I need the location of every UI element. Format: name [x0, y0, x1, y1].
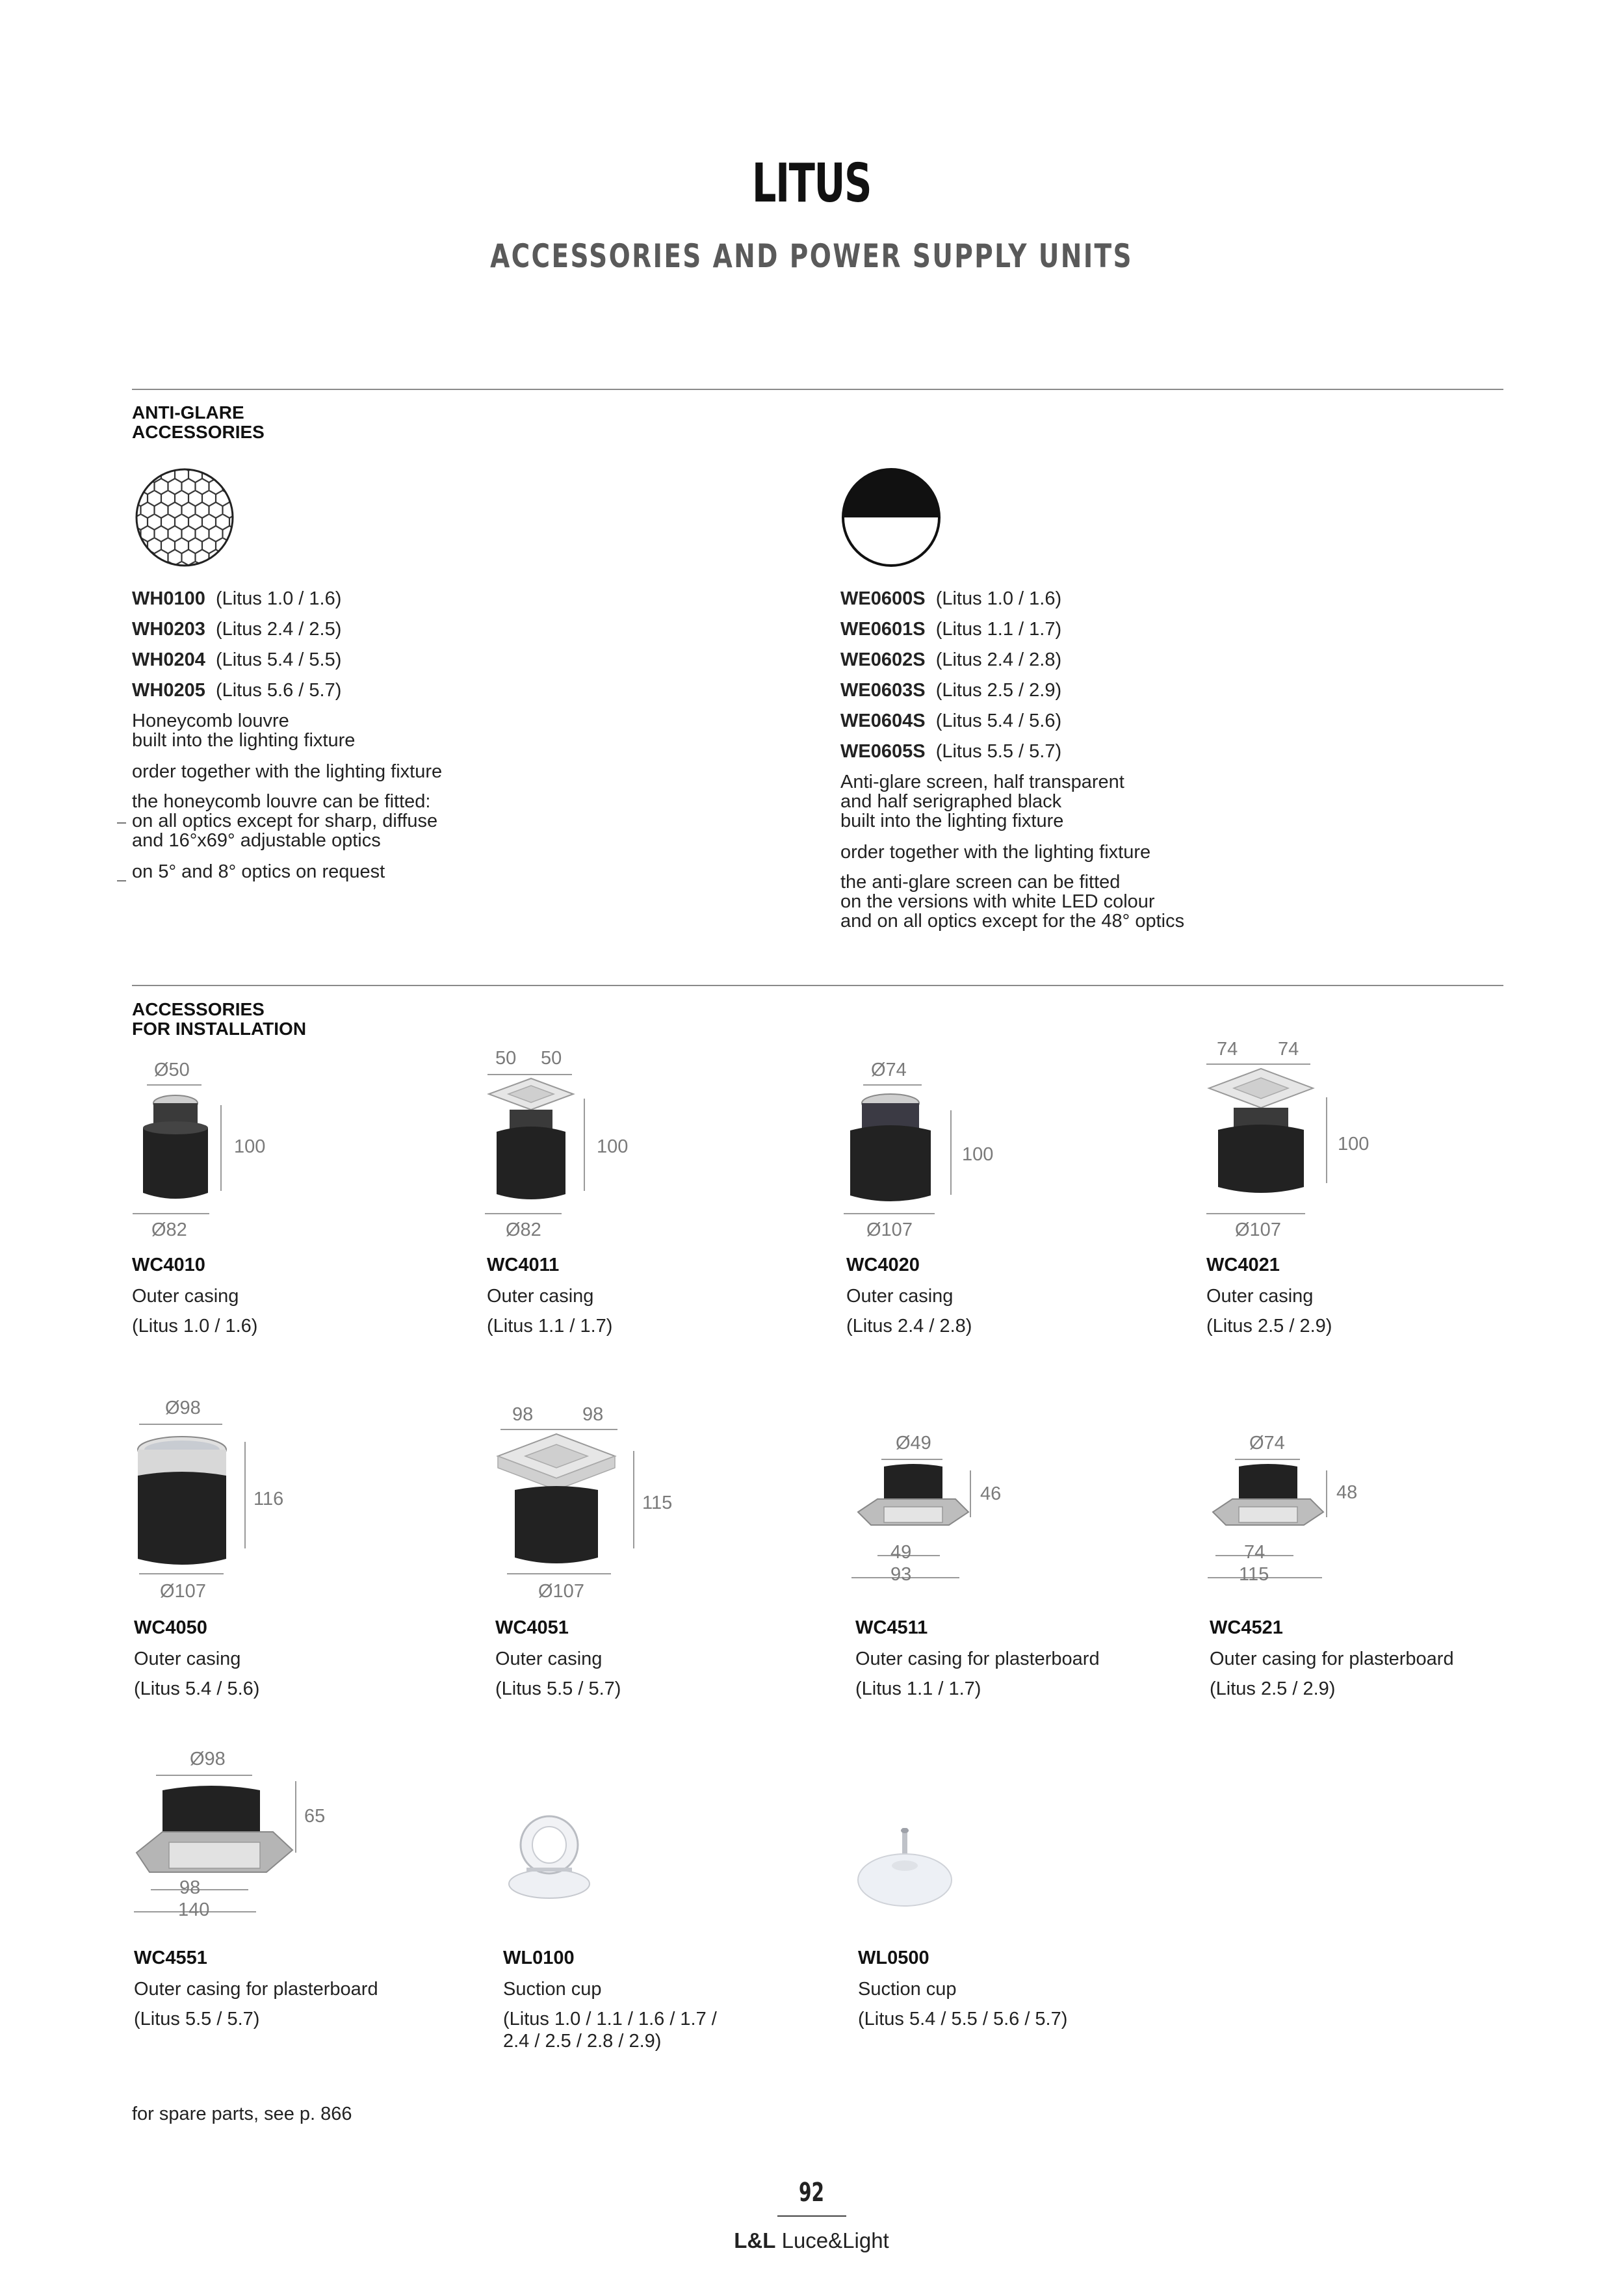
dimension-line	[507, 1573, 611, 1574]
outer-casing-image	[130, 1089, 221, 1206]
outer-casing-image	[838, 1089, 942, 1209]
brand-name: Luce&Light	[781, 2228, 889, 2252]
dimension-label: Ø107	[160, 1581, 206, 1602]
product-spec: (Litus 2.5 / 2.9)	[1206, 1316, 1332, 1337]
screen-codes-list	[840, 588, 1061, 763]
product-name: Suction cup	[858, 1979, 957, 2000]
dimension-line	[487, 1074, 572, 1075]
product-spec: (Litus 5.5 / 5.7)	[134, 2009, 260, 2029]
product-card-wc4021	[1206, 1255, 1332, 1337]
product-spec: (Litus 1.0 / 1.6)	[132, 1316, 258, 1337]
outer-casing-square-image	[1202, 1066, 1319, 1199]
product-code: WC4011	[487, 1255, 560, 1275]
brand-logo-text: L&L	[734, 2228, 776, 2252]
outer-casing-square-image	[491, 1430, 621, 1573]
section-divider	[132, 985, 1503, 986]
dimension-label: 100	[962, 1144, 994, 1165]
product-code: WC4020	[846, 1255, 920, 1275]
heading-line: ANTI-GLARE	[132, 402, 244, 423]
product-spec: (Litus 2.5 / 2.9)	[1210, 1678, 1336, 1699]
spare-parts-note: for spare parts, see p. 866	[132, 2104, 352, 2124]
dimension-label: Ø82	[151, 1220, 187, 1240]
dimension-label: 116	[253, 1489, 284, 1509]
dimension-label: 98	[512, 1404, 534, 1425]
dimension-line	[1206, 1063, 1310, 1065]
dimension-line	[950, 1110, 952, 1195]
screen-order-note: order together with the lighting fixture	[840, 842, 1151, 863]
product-code: WE0601S	[840, 619, 926, 640]
dimension-label: 98	[582, 1404, 604, 1425]
anti-glare-screen-icon	[840, 467, 942, 568]
product-spec: (Litus 1.0 / 1.6)	[935, 588, 1062, 609]
dimension-label: Ø74	[871, 1060, 907, 1080]
honeycomb-fit-request: on 5° and 8° optics on request	[132, 861, 385, 882]
list-item	[840, 740, 1061, 763]
dimension-line	[863, 1084, 922, 1086]
dimension-label: 100	[234, 1136, 266, 1157]
product-code: WE0604S	[840, 711, 926, 731]
dimension-line	[220, 1105, 222, 1191]
product-name: Outer casing for plasterboard	[855, 1649, 1100, 1669]
product-code: WH0204	[132, 649, 205, 670]
plasterboard-casing-image	[1206, 1460, 1330, 1545]
page-number-rule	[777, 2215, 846, 2217]
product-spec: (Litus 5.5 / 5.7)	[935, 741, 1062, 762]
product-card-wc4010	[132, 1255, 257, 1337]
dimension-label: Ø98	[165, 1398, 201, 1418]
product-code: WC4021	[1206, 1255, 1280, 1275]
list-item	[132, 679, 341, 701]
dimension-line	[485, 1213, 562, 1214]
dimension-label: 115	[642, 1493, 673, 1513]
dimension-line	[244, 1442, 246, 1548]
screen-description: Anti-glare screen, half transparent and half serigraphed black built into the lighting fixture	[840, 772, 1124, 831]
dimension-label: 100	[597, 1136, 629, 1157]
brand-footer	[0, 2228, 1623, 2253]
product-code: WC4551	[134, 1948, 207, 1968]
page-number: 92	[799, 2178, 824, 2208]
dimension-line	[633, 1451, 634, 1548]
product-card-wl0500	[858, 1948, 1067, 2030]
list-item	[840, 649, 1061, 671]
dimension-line	[1326, 1470, 1327, 1517]
product-name: Outer casing for plasterboard	[1210, 1649, 1454, 1669]
product-card-wc4551	[134, 1948, 378, 2030]
product-spec: (Litus 5.4 / 5.6)	[134, 1678, 260, 1699]
dimension-label: Ø107	[866, 1220, 913, 1240]
dimension-label: Ø107	[1235, 1220, 1281, 1240]
product-name: Outer casing	[132, 1286, 239, 1307]
heading-line: ACCESSORIES	[132, 999, 265, 1019]
section-heading-antiglare	[132, 403, 265, 442]
outer-casing-square-image	[482, 1076, 580, 1206]
product-spec: (Litus 1.0 / 1.1 / 1.6 / 1.7 / 2.4 / 2.5 / 2.8 / 2.9)	[503, 2009, 717, 2052]
product-code: WC4521	[1210, 1617, 1283, 1638]
page-subtitle: ACCESSORIES AND POWER SUPPLY UNITS	[490, 237, 1133, 275]
product-name: Outer casing	[487, 1286, 594, 1307]
product-spec: (Litus 1.1 / 1.7)	[935, 619, 1062, 640]
dimension-label: Ø50	[154, 1060, 190, 1080]
list-item	[840, 679, 1061, 701]
list-item	[132, 649, 341, 671]
product-spec: (Litus 1.0 / 1.6)	[215, 588, 342, 609]
dimension-label: 48	[1336, 1482, 1358, 1503]
product-code: WC4050	[134, 1617, 207, 1638]
honeycomb-fit-note: the honeycomb louvre can be fitted:	[132, 791, 431, 812]
honeycomb-description: Honeycomb louvre built into the lighting fixture	[132, 711, 356, 751]
product-spec: (Litus 2.4 / 2.5)	[215, 619, 342, 640]
product-code: WL0500	[858, 1948, 929, 1968]
product-name: Suction cup	[503, 1979, 602, 2000]
section-heading-installation	[132, 1000, 306, 1039]
product-code: WE0602S	[840, 649, 926, 670]
product-code: WC4511	[855, 1617, 928, 1638]
section-divider	[132, 389, 1503, 390]
product-code: WE0605S	[840, 741, 926, 762]
dimension-line	[295, 1781, 296, 1853]
dimension-label: 74	[1217, 1039, 1238, 1060]
product-spec: (Litus 5.5 / 5.7)	[495, 1678, 621, 1699]
honeycomb-order-note: order together with the lighting fixture	[132, 761, 443, 782]
dimension-label: Ø49	[896, 1433, 931, 1454]
list-item	[840, 618, 1061, 640]
product-spec: (Litus 2.4 / 2.8)	[935, 649, 1062, 670]
list-item	[132, 588, 341, 610]
product-code: WE0600S	[840, 588, 926, 609]
page-title: LITUS	[751, 153, 872, 215]
dimension-label: 100	[1338, 1134, 1370, 1155]
product-card-wc4011	[487, 1255, 612, 1337]
list-item	[840, 710, 1061, 732]
product-spec: (Litus 5.6 / 5.7)	[215, 680, 342, 701]
product-name: Outer casing	[134, 1649, 241, 1669]
product-spec: (Litus 5.4 / 5.6)	[935, 711, 1062, 731]
product-name: Outer casing	[1206, 1286, 1314, 1307]
dimension-label: Ø107	[538, 1581, 584, 1602]
product-name: Outer casing for plasterboard	[134, 1979, 378, 2000]
product-spec: (Litus 5.4 / 5.5 / 5.6 / 5.7)	[858, 2009, 1068, 2029]
dimension-label: 93	[890, 1564, 912, 1585]
product-card-wl0100	[503, 1948, 717, 2052]
dimension-line	[139, 1424, 222, 1425]
product-card-wc4020	[846, 1255, 972, 1337]
honeycomb-fit-optics: on all optics except for sharp, diffuse and 16°x69° adjustable optics	[132, 811, 438, 851]
plasterboard-casing-image	[851, 1460, 975, 1545]
heading-line: FOR INSTALLATION	[132, 1019, 307, 1039]
plasterboard-casing-image	[130, 1777, 299, 1888]
dimension-label: 98	[179, 1877, 201, 1898]
dimension-line	[584, 1099, 585, 1191]
dimension-label: 46	[980, 1483, 1002, 1504]
dimension-label: 74	[1278, 1039, 1299, 1060]
dimension-line	[970, 1470, 971, 1517]
dimension-label: 65	[304, 1806, 326, 1827]
screen-fit-note: the anti-glare screen can be fitted on the versions with white LED colour and on all optics except for the 48° optics	[840, 872, 1185, 932]
product-card-wc4051	[495, 1617, 621, 1700]
product-card-wc4521	[1210, 1617, 1454, 1700]
product-spec: (Litus 2.5 / 2.9)	[935, 680, 1062, 701]
dimension-line	[147, 1084, 201, 1086]
product-spec: (Litus 5.4 / 5.5)	[215, 649, 342, 670]
product-spec: (Litus 2.4 / 2.8)	[846, 1316, 972, 1337]
dimension-label: 115	[1239, 1564, 1269, 1585]
heading-line: ACCESSORIES	[132, 422, 265, 442]
product-name: Outer casing	[495, 1649, 603, 1669]
bullet-dash	[117, 822, 126, 824]
list-item	[132, 618, 341, 640]
product-card-wc4511	[855, 1617, 1100, 1700]
honeycomb-codes-list	[132, 588, 341, 701]
product-code: WE0603S	[840, 680, 926, 701]
product-code: WH0205	[132, 680, 205, 701]
dimension-line	[133, 1213, 209, 1214]
dimension-line	[1326, 1097, 1327, 1183]
dimension-label: Ø98	[190, 1749, 226, 1769]
list-item	[840, 588, 1061, 610]
product-code: WL0100	[503, 1948, 575, 1968]
product-spec: (Litus 1.1 / 1.7)	[855, 1678, 981, 1699]
product-code: WC4010	[132, 1255, 205, 1275]
product-name: Outer casing	[846, 1286, 954, 1307]
product-code: WC4051	[495, 1617, 569, 1638]
dimension-line	[139, 1573, 224, 1574]
product-code: WH0100	[132, 588, 205, 609]
product-code: WH0203	[132, 619, 205, 640]
suction-cup-image	[853, 1824, 957, 1909]
bullet-dash	[117, 880, 126, 881]
product-spec: (Litus 1.1 / 1.7)	[487, 1316, 613, 1337]
dimension-label: 74	[1244, 1542, 1266, 1563]
dimension-line	[156, 1775, 252, 1776]
dimension-line	[1206, 1213, 1305, 1214]
dimension-label: 140	[178, 1899, 210, 1920]
dimension-label: Ø82	[506, 1220, 541, 1240]
suction-cup-ring-image	[500, 1814, 598, 1905]
dimension-label: 50	[495, 1048, 517, 1069]
dimension-label: Ø74	[1249, 1433, 1285, 1454]
product-card-wc4050	[134, 1617, 259, 1700]
dimension-line	[844, 1213, 935, 1214]
dimension-label: 49	[890, 1542, 912, 1563]
outer-casing-image	[130, 1430, 234, 1573]
dimension-label: 50	[541, 1048, 562, 1069]
honeycomb-louvre-icon	[134, 467, 235, 568]
